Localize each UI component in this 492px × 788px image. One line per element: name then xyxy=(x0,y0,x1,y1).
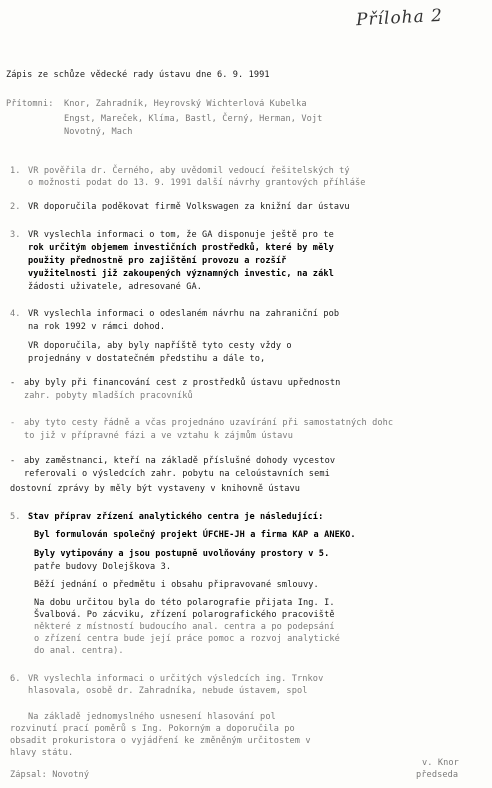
item-2-line: VR doporučila poděkovat firmě Volkswagen za knižní dar ústavu xyxy=(28,202,350,212)
item-3-line: žádosti uživatele, adresované GA. xyxy=(28,282,203,292)
bullet-dash: - xyxy=(10,378,16,388)
item-1-line: VR pověřila dr. Černého, aby uvědomil vedoucí řešitelských tý xyxy=(28,166,350,176)
item-number: 1. xyxy=(10,166,21,176)
item-number: 6. xyxy=(10,674,21,684)
attendance-label: Přítomni: xyxy=(6,99,54,109)
item-number: 2. xyxy=(10,202,21,212)
item-5-line: o zřízení centra bude její práce pomoc a rozvoj analytické xyxy=(34,634,340,644)
attendance-line-1: Knor, Zahradník, Heyrovský Wichterlová Kubelka xyxy=(64,99,307,109)
item-number: 4. xyxy=(10,309,21,319)
item-3-line: použity přednostně pro zajištění provozu a rozšíř xyxy=(28,256,287,266)
signature-role: předseda xyxy=(416,770,459,780)
bullet-line: zahr. pobyty mladších pracovníků xyxy=(24,391,193,401)
item-number: 3. xyxy=(10,230,21,240)
item-number: 5. xyxy=(10,512,21,522)
bullet-line: to již v přípravné fázi a ve vztahu k zájmům ústavu xyxy=(24,431,293,441)
bullet-line: referovali o výsledcích zahr. pobytu na celoústavních semi xyxy=(24,469,330,479)
item-5-line: Byly vytipovány a jsou postupně uvolňovány prostory v 5. xyxy=(34,549,330,559)
recorded-by: Zápsal: Novotný xyxy=(10,770,90,780)
item-4-sub-line: VR doporučila, aby byly napříště tyto cesty vždy o xyxy=(28,341,292,351)
item-5-line: Na dobu určitou byla do této polarografie přijata Ing. I. xyxy=(34,598,335,608)
item-5-heading: Stav příprav zřízení analytického centra je následující: xyxy=(28,512,324,522)
closing-line: hlavy státu. xyxy=(10,748,74,758)
handwritten-annotation: Příloha 2 xyxy=(355,5,444,31)
bullet-dash: - xyxy=(10,418,16,428)
attendance-line-3: Novotný, Mach xyxy=(64,127,133,137)
item-3-line: rok určitým objemem investičních prostředků, které by měly xyxy=(28,243,334,253)
item-5-line: některé z místností budoucího anal. centra a po podepsání xyxy=(34,622,335,632)
item-4-sub-line: projednány v dostatečném předstihu a dále to, xyxy=(28,354,266,364)
bullet-line: dostovní zprávy by měly být vystaveny v knihovně ústavu xyxy=(10,484,301,494)
item-6-line: VR vyslechla informaci o určitých výsledcích ing. Trnkov xyxy=(28,674,324,684)
item-6-line: hlasovala, osobě dr. Zahradníka, nebude ústavem, spol xyxy=(28,686,308,696)
item-5-line: Byl formulován společný projekt ÚFCHE-JH a firma KAP a ANEKO. xyxy=(34,530,356,540)
bullet-dash: - xyxy=(10,456,16,466)
item-4-line: na rok 1992 v rámci dohod. xyxy=(28,322,166,332)
item-4-line: VR vyslechla informaci o odeslaném návrhu na zahraniční pob xyxy=(28,309,340,319)
attendance-line-2: Engst, Mareček, Klíma, Bastl, Černý, Herman, Vojt xyxy=(64,114,323,124)
bullet-line: aby tyto cesty řádně a včas projednáno uzavírání při samostatných dohc xyxy=(24,418,394,428)
signature-name: v. Knor xyxy=(422,758,459,768)
bullet-line: aby zaměstnanci, kteří na základě příslušné dohody vycestov xyxy=(24,456,336,466)
item-3-line: VR vyslechla informaci o tom, že GA disponuje ještě pro te xyxy=(28,230,334,240)
closing-line: rozvinutí prací poměrů s Ing. Pokorným a doporučila po xyxy=(10,724,295,734)
item-3-line: využitelnosti již zakoupených významných investic, na zákl xyxy=(28,269,334,279)
item-1-line: o možnosti podat do 13. 9. 1991 další návrhy grantových příhláše xyxy=(28,178,366,188)
item-5-line: Švalbová. Po zácviku, zřízení polarografického pracoviště xyxy=(34,610,335,620)
document-title: Zápis ze schůze vědecké rady ústavu dne 6. 9. 1991 xyxy=(6,70,270,80)
item-5-line: do anal. centra). xyxy=(34,646,124,656)
closing-line: obsadit prokuristora o vyjádření ke změněným určitostem v xyxy=(10,736,311,746)
item-5-line: Běží jednání o předmětu i obsahu připravované smlouvy. xyxy=(34,580,319,590)
item-5-line: patře budovy Dolejškova 3. xyxy=(34,562,172,572)
closing-line: Na základě jednomyslného usnesení hlasování pol xyxy=(28,712,276,722)
bullet-line: aby byly při financování cest z prostředků ústavu upřednostn xyxy=(24,378,341,388)
